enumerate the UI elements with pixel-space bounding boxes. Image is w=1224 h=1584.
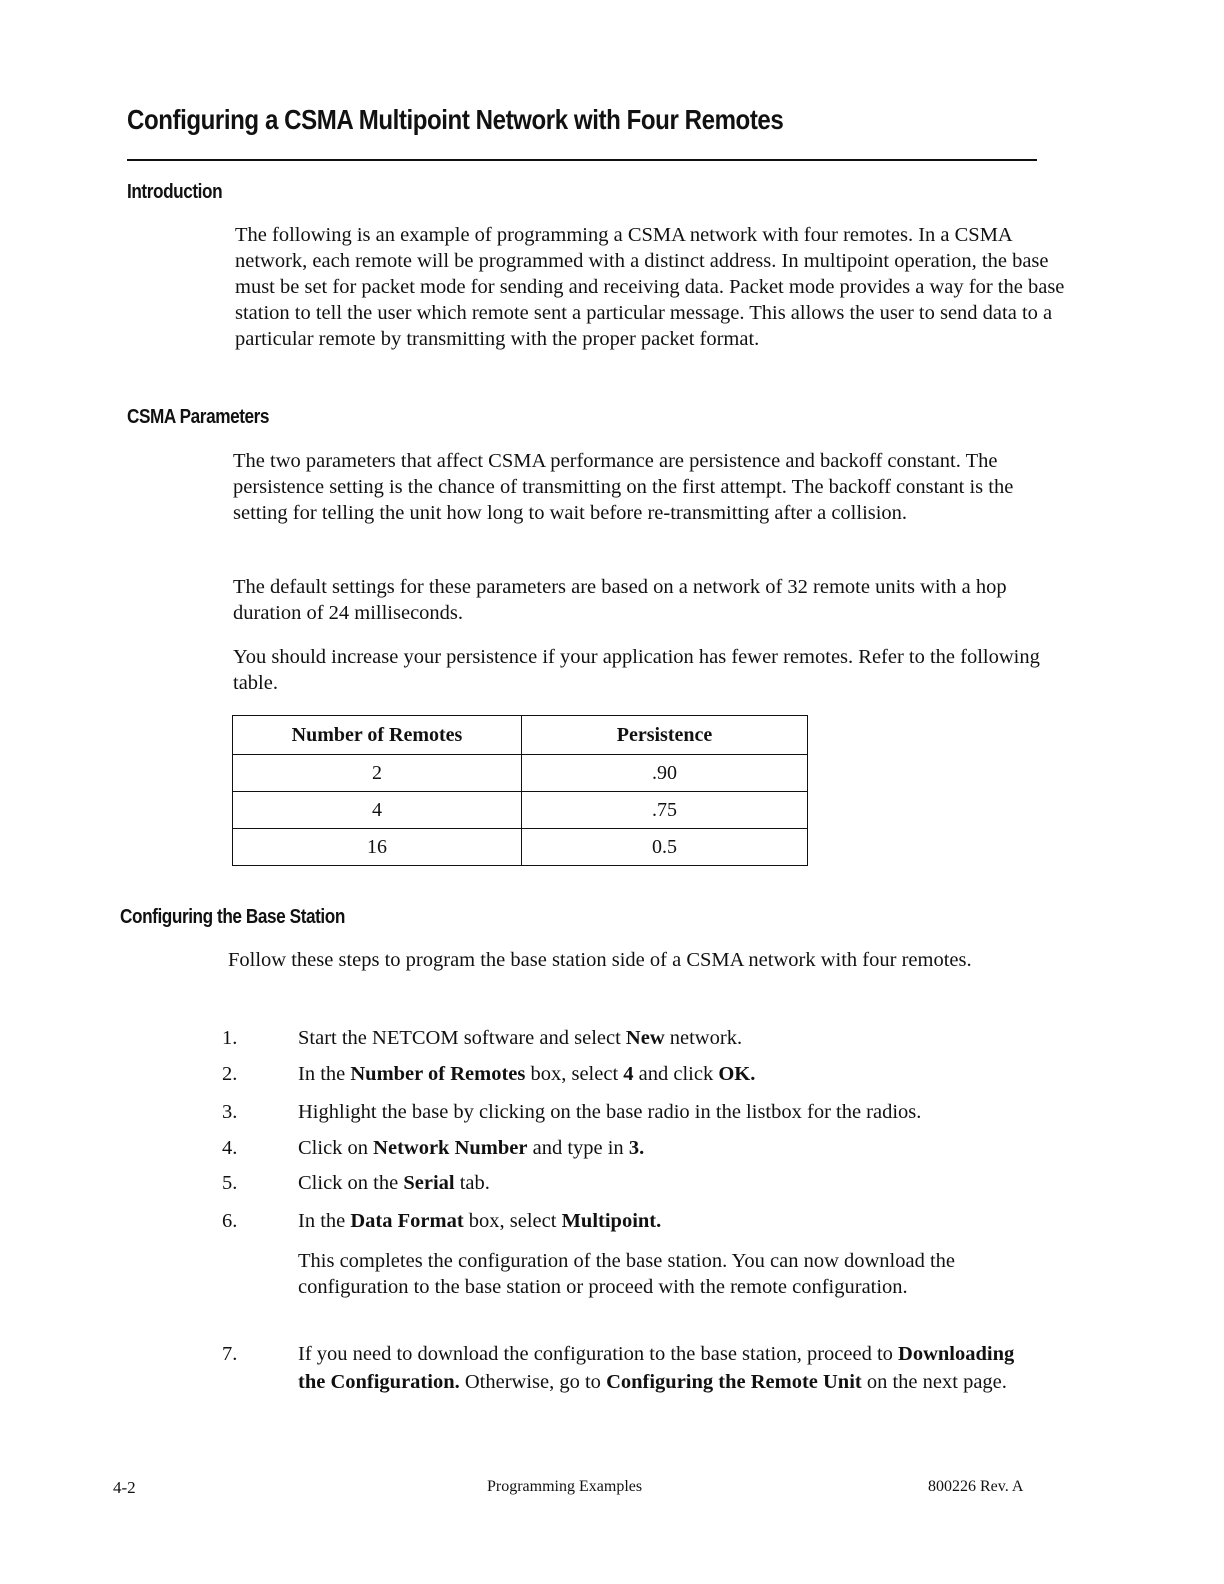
table-row [233, 792, 808, 829]
section-heading-csma-parameters: CSMA Parameters [127, 406, 270, 428]
step-number: 7. [222, 1343, 238, 1365]
step-text: In the Number of Remotes box, select 4 and click OK. [298, 1063, 756, 1085]
table-header-row [233, 716, 808, 755]
table-cell-remotes: 16 [233, 829, 522, 866]
table-cell-remotes: 4 [233, 792, 522, 829]
persistence-table [232, 715, 808, 866]
step-number: 5. [222, 1172, 238, 1194]
step-text: Click on the Serial tab. [298, 1172, 490, 1194]
step-text: Click on Network Number and type in 3. [298, 1137, 645, 1159]
base-station-intro: Follow these steps to program the base station side of a CSMA network with four remotes. [228, 949, 972, 971]
csma-parameters-paragraph-3: You should increase your persistence if your application has fewer remotes. Refer to the following table. [233, 646, 1040, 694]
table-header-number-of-remotes: Number of Remotes [233, 716, 522, 755]
table-cell-persistence: 0.5 [522, 829, 808, 866]
introduction-paragraph: The following is an example of programming a CSMA network with four remotes. In a CSMA network, each remote will be programmed with a distinct address. In multipoint operation, the base must be set for packet mode for sending and receiving data. Packet mode provides a way for the base station to tell the user which remote sent a particular message. This allows the user to send data to a particular remote by transmitting with the proper packet format. [235, 224, 1065, 350]
table-row [233, 755, 808, 792]
table-header-persistence: Persistence [522, 716, 808, 755]
footer-doc-number: 800226 Rev. A [928, 1478, 1024, 1495]
title-divider [127, 159, 1037, 161]
step-text: Start the NETCOM software and select New network. [298, 1027, 743, 1049]
step-text: Highlight the base by clicking on the base radio in the listbox for the radios. [298, 1101, 922, 1123]
footer-section-name: Programming Examples [487, 1478, 643, 1495]
table-row [233, 829, 808, 866]
step-number: 1. [222, 1027, 238, 1049]
table-cell-remotes: 2 [233, 755, 522, 792]
step-number: 6. [222, 1210, 238, 1232]
step-text: If you need to download the configuration to the base station, proceed to Downloading the Configuration. Otherwise, go to Configuring the Remote Unit on the next page. [298, 1343, 1015, 1393]
page-title: Configuring a CSMA Multipoint Network with Four Remotes [127, 104, 784, 135]
table-cell-persistence: .75 [522, 792, 808, 829]
csma-parameters-paragraph-2: The default settings for these parameters are based on a network of 32 remote units with a hop duration of 24 milliseconds. [233, 576, 1007, 624]
step-number: 2. [222, 1063, 238, 1085]
footer-page-number: 4-2 [113, 1478, 136, 1497]
csma-parameters-paragraph-1: The two parameters that affect CSMA performance are persistence and backoff constant. The persistence setting is the chance of transmitting on the first attempt. The backoff constant is the setting for telling the unit how long to wait before re-transmitting after a collision. [233, 450, 1014, 524]
section-heading-introduction: Introduction [127, 181, 223, 203]
step-text: In the Data Format box, select Multipoint. [298, 1210, 662, 1232]
section-heading-base-station: Configuring the Base Station [120, 906, 345, 928]
step-number: 3. [222, 1101, 238, 1123]
table-cell-persistence: .90 [522, 755, 808, 792]
step-text: This completes the configuration of the base station. You can now download the configuration to the base station or proceed with the remote configuration. [298, 1250, 956, 1298]
step-number: 4. [222, 1137, 238, 1159]
